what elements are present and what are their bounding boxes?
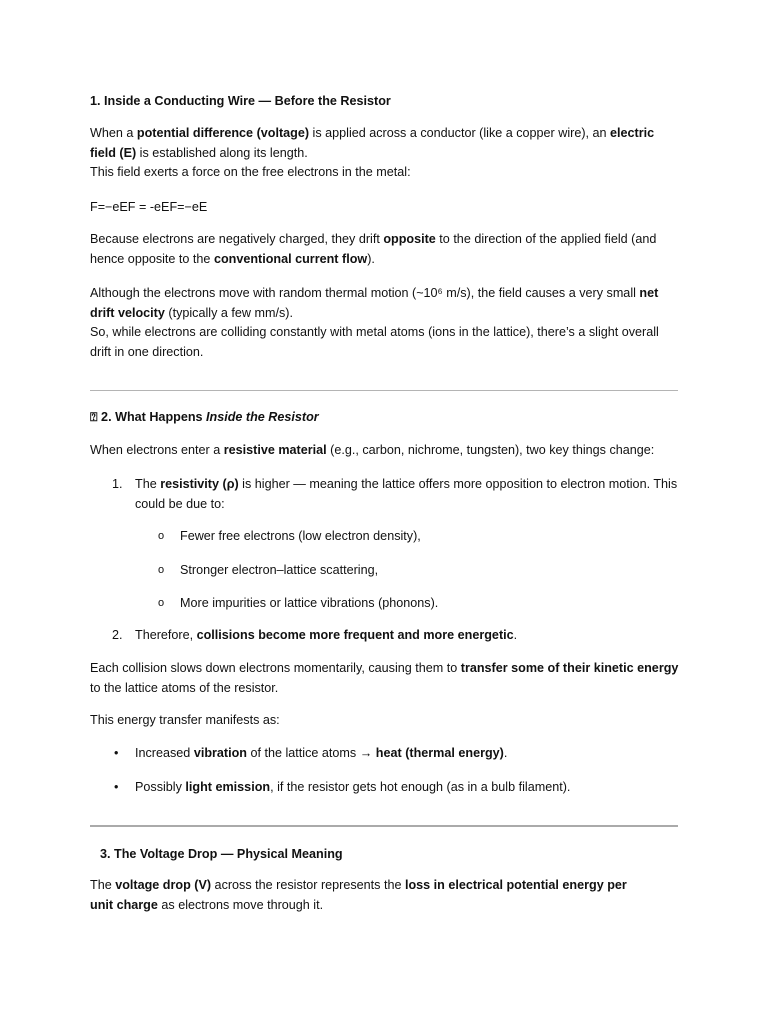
text-run: Therefore, (135, 628, 197, 642)
text-run: This field exerts a force on the free electrons in the metal: (90, 165, 411, 179)
sub-list-text: Stronger electron–lattice scattering, (180, 563, 379, 577)
text-run: When a (90, 126, 137, 140)
text-run: to the lattice atoms of the resistor. (90, 680, 279, 695)
list-item-text (135, 475, 680, 514)
text-run: . (503, 746, 508, 760)
bullet-icon: • (114, 780, 119, 794)
bold-term: opposite (383, 232, 436, 246)
bold-term: heat (thermal energy) (375, 746, 504, 760)
section-3-title: 3. The Voltage Drop — Physical Meaning (100, 847, 343, 861)
bold-term: resistivity (ρ) (160, 477, 239, 491)
bold-term: electric field (E) (90, 126, 655, 160)
text-run: . (513, 628, 518, 642)
bullet-text (135, 744, 507, 764)
section-2-title-italic: Inside the Resistor (206, 410, 319, 424)
section-1-paragraph-2 (90, 230, 670, 269)
section-1-title: 1. Inside a Conducting Wire — Before the Resistor (90, 94, 391, 108)
section-3-heading (100, 845, 700, 865)
text-run: across the resistor represents the (211, 878, 405, 892)
text-run: The (135, 477, 161, 491)
section-2-paragraph-2 (90, 659, 682, 698)
hollow-bullet-icon: o (158, 530, 165, 542)
bold-term: resistive material (223, 443, 327, 457)
sub-list-text: Fewer free electrons (low electron density), (180, 529, 421, 543)
text-run: is higher — meaning the lattice offers more opposition to electron motion. This could be due to: (135, 477, 678, 511)
section-2-paragraph-3 (90, 711, 690, 731)
list-item-text (135, 626, 680, 646)
bullet-text (135, 778, 570, 798)
section-1-heading (90, 92, 690, 112)
section-divider (90, 825, 678, 827)
force-formula (90, 198, 690, 218)
text-run: Because electrons are negatively charged, they drift (90, 232, 384, 246)
section-1-paragraph-1 (90, 124, 682, 183)
text-run: , if the resistor gets hot enough (as in a bulb filament). (270, 780, 571, 794)
list-number: 1. (112, 477, 123, 491)
text-run: is applied across a conductor (like a copper wire), an (309, 126, 611, 140)
text-run: The (90, 878, 116, 892)
hollow-bullet-icon: o (158, 564, 165, 576)
bold-term: collisions become more frequent and more energetic (196, 628, 514, 642)
text-run: as electrons move through it. (157, 897, 324, 912)
formula-text: F=−eEF = -eEF=−eE (90, 200, 208, 214)
hollow-bullet-icon: o (158, 597, 165, 609)
bold-term: transfer some of their kinetic energy (460, 661, 679, 675)
text-run: (e.g., carbon, nichrome, tungsten), two key things change: (326, 443, 655, 457)
list-number: 2. (112, 628, 123, 642)
text-run: This energy transfer manifests as: (90, 713, 280, 727)
text-run: When electrons enter a (90, 443, 224, 457)
bold-term: voltage drop (V) (115, 878, 212, 892)
text-run: to the direction of the applied field (and hence opposite to the (90, 232, 657, 266)
bold-term: light emission (185, 780, 271, 794)
bold-term: potential difference (voltage) (136, 126, 310, 140)
text-run: So, while electrons are colliding constantly with metal atoms (ions in the lattice), there’s a slight overall drift in one direction. (90, 325, 659, 359)
text-run: Each collision slows down electrons momentarily, causing them to (90, 661, 461, 675)
text-run: (typically a few mm/s). (164, 305, 293, 320)
text-run: Possibly (135, 780, 186, 794)
text-run: is established along its length. (136, 145, 308, 160)
bold-term: loss in electrical potential energy per unit charge (90, 878, 627, 912)
bullet-icon: • (114, 746, 119, 760)
text-run: ). (367, 251, 375, 266)
text-run: of the lattice atoms → (247, 746, 376, 760)
section-3-paragraph-1 (90, 876, 650, 915)
bold-term: vibration (193, 746, 247, 760)
text-run: Increased (135, 746, 194, 760)
text-run: Although the electrons move with random thermal motion (~10⁶ m/s), the field causes a very small (90, 286, 640, 300)
bold-term: conventional current flow (213, 251, 368, 266)
missing-glyph-icon: ⍰ (90, 410, 98, 424)
section-2-intro (90, 441, 690, 461)
section-divider (90, 390, 678, 391)
section-2-heading (90, 408, 690, 428)
sub-list-text: More impurities or lattice vibrations (phonons). (180, 596, 439, 610)
bold-term: net drift velocity (90, 286, 659, 320)
section-1-paragraph-3 (90, 284, 676, 362)
section-2-title: 2. What Happens (97, 410, 207, 424)
